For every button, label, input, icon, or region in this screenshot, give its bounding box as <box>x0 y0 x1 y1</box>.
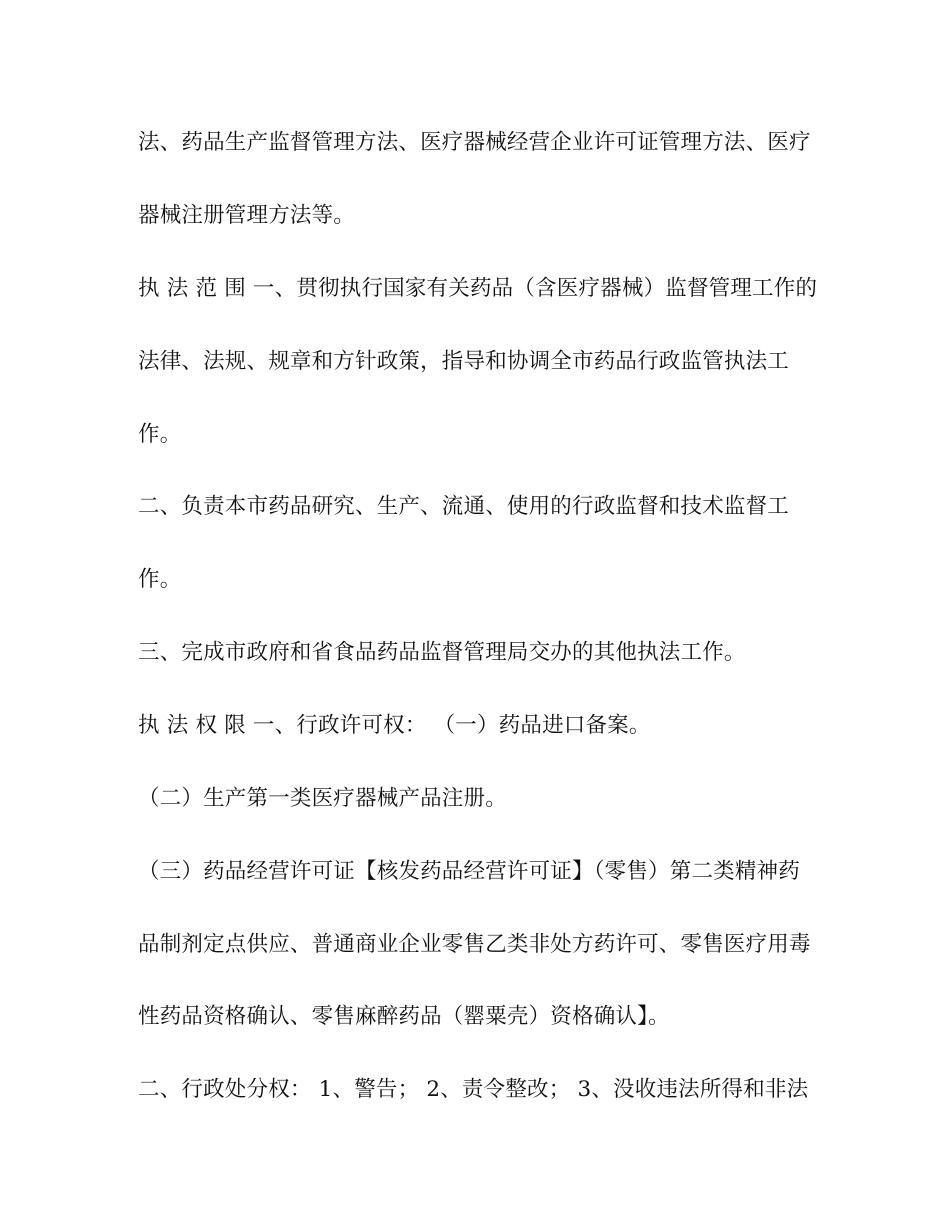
text-line: （三）药品经营许可证【核发药品经营许可证】（零售）第二类精神药 <box>138 859 800 884</box>
text-line: 品制剂定点供应、普通商业企业零售乙类非处方药许可、零售医疗用毒 <box>138 932 811 957</box>
text-line: 执 法 范 围 一、贯彻执行国家有关药品（含医疗器械）监督管理工作的 <box>138 276 818 301</box>
text-line: 法律、法规、规章和方针政策，指导和协调全市药品行政监管执法工 <box>138 349 790 374</box>
text-line: 执 法 权 限 一、行政许可权： （一）药品进口备案。 <box>138 713 651 738</box>
text-line: 作。 <box>138 567 182 592</box>
text-line: 作。 <box>138 422 182 447</box>
text-line: 性药品资格确认、零售麻醉药品（罂粟壳）资格确认】。 <box>138 1004 670 1029</box>
text-line: 二、负责本市药品研究、生产、流通、使用的行政监督和技术监督工 <box>138 494 790 519</box>
text-line: 器械注册管理方法等。 <box>138 203 356 228</box>
text-line: 三、完成市政府和省食品药品监督管理局交办的其他执法工作。 <box>138 640 746 665</box>
text-line: 二、行政处分权： 1、警告； 2、责令整改； 3、没收违法所得和非法 <box>138 1077 809 1102</box>
text-line: 法、药品生产监督管理方法、医疗器械经营企业许可证管理方法、医疗 <box>138 130 811 155</box>
text-line: （二）生产第一类医疗器械产品注册。 <box>138 786 507 811</box>
